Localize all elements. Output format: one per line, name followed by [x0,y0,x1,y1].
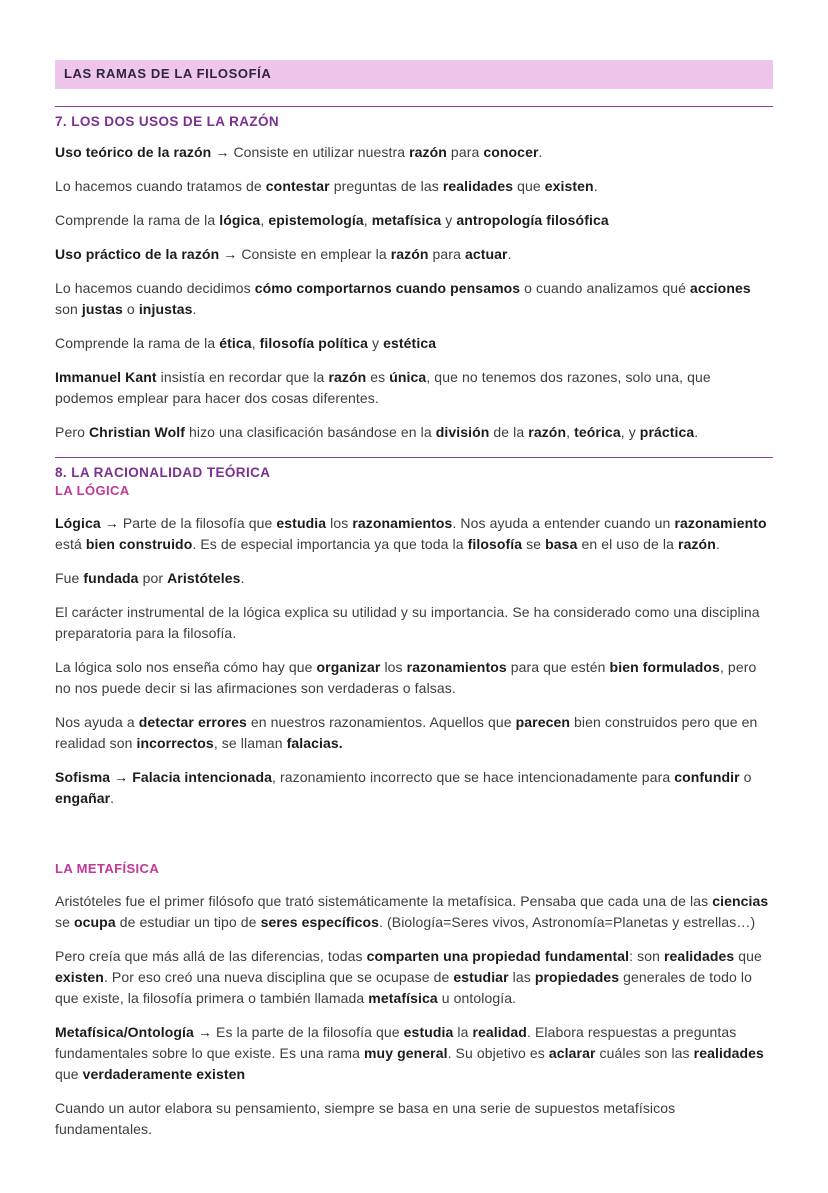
text: está [55,536,86,552]
bold-text: lógica [219,212,261,228]
text: y [368,335,384,351]
bold-text: filosofía política [259,335,369,351]
bold-text: → [219,246,242,262]
bold-text: razón [678,536,716,552]
text: Parte de la filosofía que [122,515,277,531]
text: . (Biología=Seres vivos, Astronomía=Planetas y estrellas…) [379,914,756,930]
text: por [138,570,168,586]
bold-text: aclarar [548,1045,596,1061]
paragraph [55,422,773,443]
bold-text: propiedades [534,969,620,985]
bold-text: razón [409,144,447,160]
text: preguntas de las [329,178,443,194]
subsection-heading-la-metafisica: LA METAFÍSICA [55,861,160,876]
bold-text: → [211,144,234,160]
bold-text: división [435,424,490,440]
text: , y [620,424,640,440]
bold-text: estética [383,335,437,351]
subsection-heading-la-logica: LA LÓGICA [55,483,130,498]
text: la [453,1024,473,1040]
document-title-bar [55,60,773,89]
text: Fue [55,570,84,586]
bold-text: acciones [690,280,751,296]
bold-text: ciencias [712,893,769,909]
subsection-paragraphs-la-logica [55,513,773,809]
text: Pero creía que más allá de las diferencias, todas [55,948,367,964]
bold-text: razonamientos [352,515,453,531]
text: generales de todo lo que existe, la filosofía primera o también llamada [55,969,753,1006]
bold-text: estudia [276,515,327,531]
text: para [428,246,465,262]
text: Aristóteles fue el primer filósofo que trató sistemáticamente la metafísica. Pensaba que cada una de las [55,893,713,909]
text: , que no tenemos dos razones, solo una, que podemos emplear para hacer dos cosas diferentes. [55,369,711,406]
paragraph [55,946,773,1009]
text: Cuando un autor elabora su pensamiento, siempre se basa en una serie de supuestos metafísicos fundamentales. [55,1100,676,1137]
text: , [363,212,372,228]
text: . [715,536,720,552]
text: los [380,659,407,675]
bold-text: Sofisma [55,769,111,785]
text: se [522,536,546,552]
text: . Por eso creó una nueva disciplina que se ocupase de [103,969,454,985]
bold-text: epistemología [268,212,364,228]
text: , se llaman [213,735,287,751]
bold-text: razón [328,369,367,385]
paragraph [55,367,773,409]
bold-text: comparten una propiedad fundamental [366,948,630,964]
paragraph [55,602,773,644]
document-title: LAS RAMAS DE LA FILOSOFÍA [64,66,272,81]
text: . [593,178,598,194]
text: hizo una clasificación basándose en la [185,424,436,440]
section-heading: 8. LA RACIONALIDAD TEÓRICA [55,465,271,480]
bold-text: Falacia intencionada [132,769,272,785]
text: de estudiar un tipo de [115,914,261,930]
text: . Elabora respuestas a preguntas fundamentales sobre lo que existe. Es una rama [55,1024,737,1061]
text: en nuestros razonamientos. Aquellos que [246,714,516,730]
bold-text: → [193,1024,217,1040]
text: : son [629,948,664,964]
bold-text: Immanuel Kant [55,369,157,385]
bold-text: existen [544,178,594,194]
paragraph [55,513,773,555]
text: cuáles son las [595,1045,694,1061]
text: u ontología. [437,990,517,1006]
bold-text: estudia [403,1024,454,1040]
paragraph [55,891,773,933]
bold-text: falacias. [286,735,343,751]
paragraph [55,1098,773,1140]
bold-text: realidades [442,178,514,194]
bold-text: única [389,369,427,385]
text: , [251,335,260,351]
bold-text: → [110,769,133,785]
bold-text: Lógica [55,515,101,531]
section-divider [55,106,773,107]
bold-text: basa [545,536,578,552]
bold-text: detectar errores [138,714,247,730]
text: o [122,301,139,317]
text: los [326,515,353,531]
bold-text: injustas [138,301,193,317]
bold-text: muy general [364,1045,448,1061]
bold-text: fundada [83,570,139,586]
text: y [441,212,457,228]
text: . [538,144,543,160]
section-dos-usos-de-la-razon [55,106,773,443]
text: , [260,212,269,228]
bold-text: justas [81,301,123,317]
bold-text: razón [528,424,567,440]
text: . [110,790,115,806]
text: en el uso de la [577,536,679,552]
bold-text: realidades [664,948,735,964]
bold-text: seres específicos [260,914,380,930]
bold-text: Uso práctico de la razón [55,246,220,262]
bold-text: bien formulados [609,659,720,675]
text: para [446,144,484,160]
text: bien construidos pero que en realidad son [55,714,758,751]
paragraph [55,767,773,809]
text: , razonamiento incorrecto que se hace intencionadamente para [271,769,675,785]
text: . Nos ayuda a entender cuando un [452,515,675,531]
bold-text: ética [219,335,252,351]
section-paragraphs [55,142,773,443]
section-heading: 7. LOS DOS USOS DE LA RAZÓN [55,114,280,129]
paragraph [55,568,773,589]
text: . [240,570,245,586]
text: , pero no nos puede decir si las afirmaciones son verdaderas o falsas. [55,659,757,696]
text: . Es de especial importancia ya que toda la [192,536,468,552]
paragraph [55,210,773,231]
bold-text: cómo comportarnos cuando pensamos [254,280,521,296]
text: Pero [55,424,89,440]
text: Lo hacemos cuando decidimos [55,280,255,296]
bold-text: confundir [674,769,740,785]
paragraph [55,176,773,197]
text: El carácter instrumental de la lógica explica su utilidad y su importancia. Se ha considerado como una disciplina preparatoria para la filosofía. [55,604,760,641]
bold-text: metafísica [371,212,442,228]
section-divider [55,457,773,458]
paragraph [55,657,773,699]
text: que [513,178,545,194]
text: Es la parte de la filosofía que [216,1024,404,1040]
bold-text: existen [55,969,104,985]
text: . [192,301,197,317]
text: Consiste en emplear la [241,246,391,262]
text: Consiste en utilizar nuestra [233,144,410,160]
bold-text: Aristóteles [167,570,241,586]
text: La lógica solo nos enseña cómo hay que [55,659,317,675]
bold-text: verdaderamente existen [82,1066,246,1082]
text: son [55,301,82,317]
text: para que estén [506,659,610,675]
bold-text: realidades [693,1045,764,1061]
bold-text: realidad [472,1024,527,1040]
text: que [55,1066,83,1082]
bold-text: filosofía [467,536,523,552]
bold-text: → [100,515,123,531]
bold-text: estudiar [453,969,509,985]
paragraph [55,278,773,320]
bold-text: práctica [639,424,695,440]
text: . Su objetivo es [447,1045,549,1061]
bold-text: metafísica [368,990,438,1006]
text: se [55,914,74,930]
text: o cuando analizamos qué [520,280,691,296]
bold-text: razonamiento [674,515,767,531]
text: que [734,948,762,964]
text: , [566,424,575,440]
text: las [508,969,535,985]
bold-text: ocupa [73,914,116,930]
bold-text: teórica [574,424,621,440]
bold-text: incorrectos [136,735,214,751]
bold-text: razonamientos [406,659,507,675]
text: . [507,246,512,262]
text: Comprende la rama de la [55,335,220,351]
bold-text: bien construido [85,536,193,552]
bold-text: Uso teórico de la razón [55,144,212,160]
paragraph [55,333,773,354]
bold-text: actuar [464,246,508,262]
text: es [366,369,390,385]
paragraph [55,244,773,265]
text: Nos ayuda a [55,714,139,730]
bold-text: organizar [316,659,381,675]
bold-text: Metafísica/Ontología [55,1024,194,1040]
bold-text: contestar [265,178,330,194]
text: Lo hacemos cuando tratamos de [55,178,266,194]
bold-text: conocer [483,144,539,160]
paragraph [55,712,773,754]
text: de la [489,424,529,440]
text: . [694,424,699,440]
paragraph [55,142,773,163]
bold-text: antropología filosófica [456,212,609,228]
text: Comprende la rama de la [55,212,220,228]
text: insistía en recordar que la [156,369,329,385]
bold-text: parecen [515,714,571,730]
paragraph [55,1022,773,1085]
text: o [739,769,752,785]
section-racionalidad-teorica [55,457,773,1140]
bold-text: engañar [55,790,111,806]
bold-text: Christian Wolf [88,424,185,440]
bold-text: razón [390,246,429,262]
subsection-paragraphs-la-metafisica [55,891,773,1140]
